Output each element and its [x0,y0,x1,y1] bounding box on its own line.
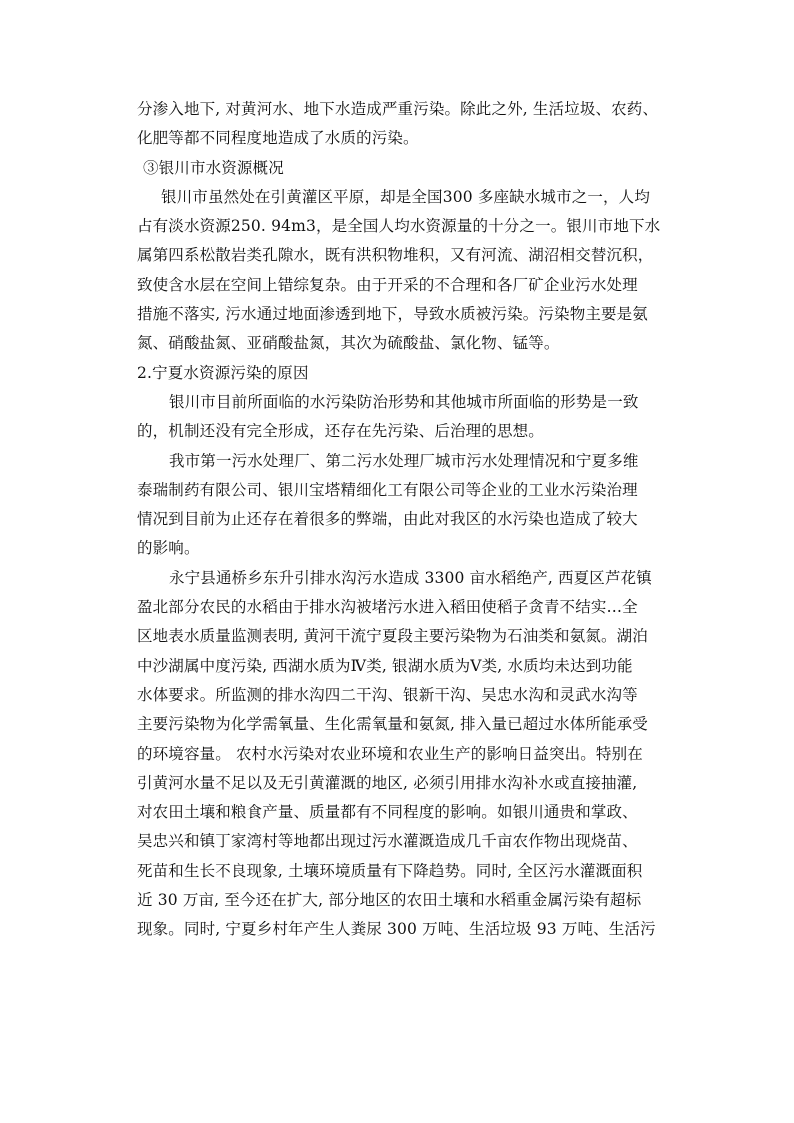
text-line: 占有淡水资源250. 94m3，是全国人均水资源量的十分之一。银川市地下水 [137,217,661,236]
text-line: 对农田土壤和粮食产量、质量都有不同程度的影响。如银川通贵和掌政、 [137,803,638,822]
text-line: 情况到目前为止还存在着很多的弊端，由此对我区的水污染也造成了较大 [137,510,638,529]
text-line: 盈北部分农民的水稻由于排水沟被堵污水进入稻田使稻子贪青不结实…全 [137,598,638,617]
text-line: 近 30 万亩, 至今还在扩大, 部分地区的农田土壤和水稻重金属污染有超标 [137,891,642,910]
text-line: 属第四系松散岩类孔隙水，既有洪积物堆积，又有河流、湖沼相交替沉积， [137,246,654,265]
section-heading: ③银川市水资源概况 [143,158,284,177]
text-line: 泰瑞制药有限公司、银川宝塔精细化工有限公司等企业的工业水污染治理 [137,480,638,499]
text-line: 的影响。 [137,539,200,558]
text-line: 氮、硝酸盐氮、亚硝酸盐氮，其次为硫酸盐、氯化物、锰等。 [137,334,560,353]
text-line: 措施不落实, 污水通过地面渗透到地下，导致水质被污染。污染物主要是氨 [137,305,648,324]
text-line: 死苗和生长不良现象, 土壤环境质量有下降趋势。同时, 全区污水灌溉面积 [137,861,643,880]
paragraph-first-line: 我市第一污水处理厂、第二污水处理厂城市污水处理情况和宁夏多维 [169,451,639,470]
text-line: 的环境容量。 农村水污染对农业环境和农业生产的影响日益突出。特别在 [137,744,643,763]
document-body [137,95,661,945]
paragraph-first-line: 银川市目前所面临的水污染防治形势和其他城市所面临的形势是一致 [169,392,639,411]
paragraph-first-line: 银川市虽然处在引黄灌区平原，却是全国300 多座缺水城市之一，人均 [161,187,650,206]
text-line: 主要污染物为化学需氧量、生化需氧量和氨氮, 排入量已超过水体所能承受 [137,715,648,734]
text-line: 中沙湖属中度污染, 西湖水质为Ⅳ类, 银湖水质为Ⅴ类, 水质均未达到功能 [137,656,633,675]
section-heading: 2.宁夏水资源污染的原因 [137,363,309,382]
text-line: 水体要求。所监测的排水沟四二干沟、银新干沟、吴忠水沟和灵武水沟等 [137,685,638,704]
text-line: 的，机制还没有完全形成，还存在先污染、后治理的思想。 [137,422,544,441]
text-line: 引黄河水量不足以及无引黄灌溉的地区, 必须引用排水沟补水或直接抽灌, [137,773,638,792]
text-line: 现象。同时, 宁夏乡村年产生人粪尿 300 万吨、生活垃圾 93 万吨、生活污 [137,920,656,939]
paragraph-first-line: 永宁县通桥乡东升引排水沟污水造成 3300 亩水稻绝产, 西夏区芦花镇 [169,568,652,587]
text-line: 化肥等都不同程度地造成了水质的污染。 [137,129,419,148]
text-line: 吴忠兴和镇丁家湾村等地都出现过污水灌溉造成几千亩农作物出现烧苗、 [137,832,638,851]
text-line: 分渗入地下, 对黄河水、地下水造成严重污染。除此之外, 生活垃圾、农药、 [137,100,659,118]
text-line: 致使含水层在空间上错综复杂。由于开采的不合理和各厂矿企业污水处理 [137,275,638,294]
text-line: 区地表水质量监测表明, 黄河干流宁夏段主要污染物为石油类和氨氮。湖泊 [137,627,648,646]
